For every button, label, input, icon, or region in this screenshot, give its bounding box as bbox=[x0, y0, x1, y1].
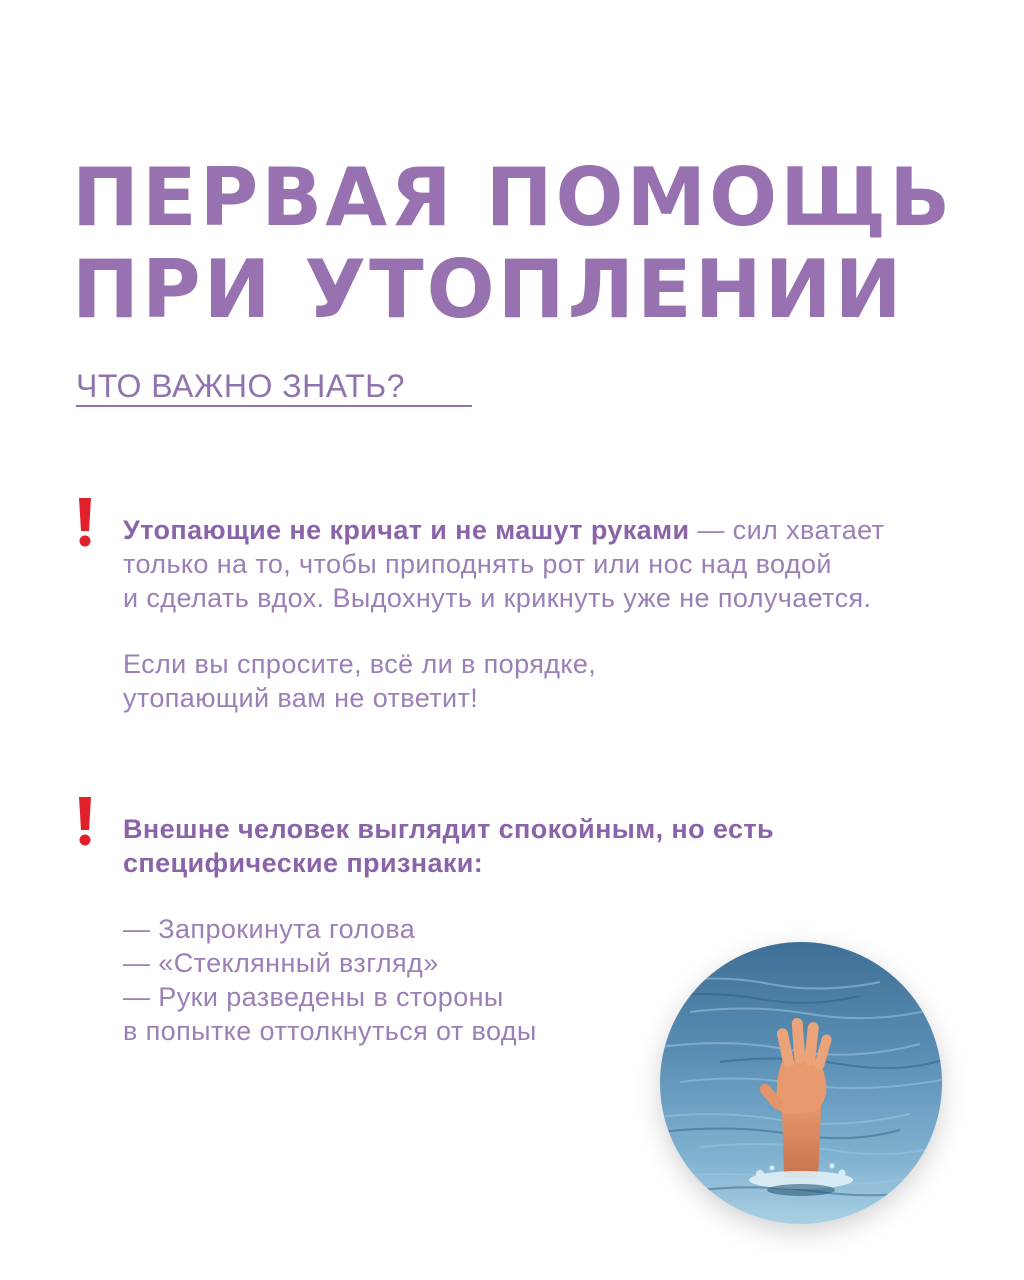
sign-item: в попытке оттолкнуться от воды bbox=[123, 1016, 537, 1046]
signs-list bbox=[123, 912, 537, 1048]
point-1-line-1 bbox=[123, 513, 884, 547]
sign-item: — «Стеклянный взгляд» bbox=[123, 948, 439, 978]
drowning-hand-icon bbox=[660, 942, 942, 1224]
point-1-line-3: и сделать вдох. Выдохнуть и крикнуть уже не получается. bbox=[123, 583, 872, 613]
page-title-line-1: ПЕРВАЯ ПОМОЩЬ bbox=[72, 151, 954, 244]
point-2-bold-line-2: специфические признаки: bbox=[123, 848, 484, 878]
section-subtitle: ЧТО ВАЖНО ЗНАТЬ? bbox=[76, 368, 405, 404]
exclamation-icon bbox=[78, 498, 92, 548]
point-1-note-line-1: Если вы спросите, всё ли в порядке, bbox=[123, 649, 597, 679]
drowning-hand-photo bbox=[660, 942, 942, 1224]
point-1-line-2: только на то, чтобы приподнять рот или нос над водой bbox=[123, 549, 832, 579]
point-1-note bbox=[123, 647, 596, 715]
page-title-line-2: ПРИ УТОПЛЕНИИ bbox=[72, 243, 905, 336]
subtitle-underline bbox=[76, 405, 472, 407]
point-2-heading bbox=[123, 812, 774, 880]
point-1-text bbox=[123, 513, 884, 615]
point-1-rest: — сил хватает bbox=[689, 515, 885, 545]
page-title bbox=[72, 152, 953, 336]
point-1-bold: Утопающие не кричат и не машут руками bbox=[123, 515, 690, 545]
sign-item: — Руки разведены в стороны bbox=[123, 982, 504, 1012]
sign-item: — Запрокинута голова bbox=[123, 914, 416, 944]
point-2-bold-line-1: Внешне человек выглядит спокойным, но есть bbox=[123, 814, 775, 844]
point-1-note-line-2: утопающий вам не ответит! bbox=[123, 683, 479, 713]
exclamation-icon bbox=[78, 797, 92, 847]
